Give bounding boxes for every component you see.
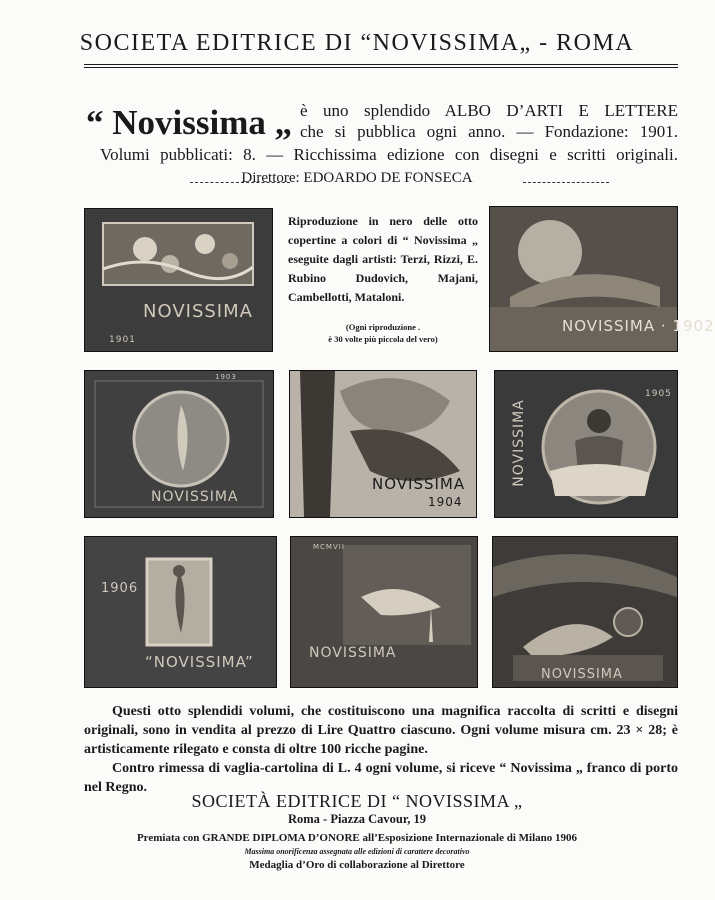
cover-1903-label: NOVISSIMA — [151, 489, 239, 505]
header-rule-2 — [84, 67, 678, 68]
cover-1907-art — [291, 537, 477, 687]
cover-1907-year: MCMVII — [313, 543, 345, 551]
cover-1906 — [84, 536, 277, 688]
cover-1904 — [289, 370, 477, 518]
cover-1907 — [290, 536, 478, 688]
cover-1903-year: 1903 — [215, 373, 237, 381]
body-paragraph-2: Contro rimessa di vaglia-cartolina di L. 4 ogni volume, si riceve “ Novissima „ franco di porto nel Regno. — [84, 761, 678, 795]
footer-award: Premiata con GRANDE DIPLOMA D’ONORE all’Esposizione Internazionale di Milano 1906 — [136, 832, 578, 844]
cover-1904-year: 1904 — [428, 495, 463, 509]
cover-1906-label: “NOVISSIMA” — [145, 653, 254, 671]
director-line: Direttore: EDOARDO DE FONSECA — [241, 170, 473, 186]
caption-note-line-2: è 30 volte più piccola del vero) — [328, 334, 438, 344]
intro-line-1: è uno splendido ALBO D’ARTI E LETTERE — [300, 101, 678, 120]
intro-block — [300, 100, 678, 142]
intro-line-2: che si pubblica ogni anno. — Fondazione: 1901. — [300, 122, 678, 141]
cover-1902-label: NOVISSIMA · 1902 — [562, 317, 715, 335]
cover-1901 — [84, 208, 273, 352]
header-rule — [84, 64, 678, 65]
cover-1908 — [492, 536, 678, 688]
footer-award-note: Massima onorificenza assegnata alle edizioni di carattere decorativo — [244, 847, 470, 856]
body-paragraph-1: Questi otto splendidi volumi, che costituiscono una magnifica raccolta di scritti e disegni originali, sono in vendita al prezzo di Lire Quattro ciascuno. Ogni volume misura cm. 23 × 28; è artisticamente rilegato e consta di oltre 100 ricche pagine. — [84, 704, 678, 757]
footer-address: Roma - Piazza Cavour, 19 — [287, 812, 427, 826]
body-text — [84, 702, 678, 797]
page-header-title: SOCIETA EDITRICE DI “NOVISSIMA„ - ROMA — [79, 30, 635, 56]
cover-1908-art — [493, 537, 677, 687]
director-dash-right — [523, 182, 609, 184]
caption-note-line-1: (Ogni riproduzione . — [345, 322, 421, 332]
cover-1907-label: NOVISSIMA — [309, 645, 397, 661]
cover-1908-label: NOVISSIMA — [541, 667, 623, 682]
covers-caption: Riproduzione in nero delle otto copertine a colori di “ Novissima „ eseguite dagli artisti: Terzi, Rizzi, E. Rubino Dudovich, Majani, Cambellotti, Mataloni. — [288, 214, 478, 304]
cover-1901-label: NOVISSIMA — [143, 301, 253, 322]
cover-1905-year: 1905 — [645, 389, 672, 399]
novissima-logo: “ Novissima „ — [86, 103, 293, 142]
caption-note — [288, 321, 478, 345]
footer-medal: Medaglia d’Oro di collaborazione al Direttore — [249, 859, 465, 871]
cover-1906-year: 1906 — [101, 581, 139, 596]
cover-1902 — [489, 206, 715, 352]
intro-line-3: Volumi pubblicati: 8. — Ricchissima edizione con disegni e scritti originali. — [100, 145, 678, 164]
cover-1903 — [84, 370, 274, 518]
cover-1905 — [494, 370, 678, 518]
cover-1904-label: NOVISSIMA — [372, 475, 466, 493]
footer-title: SOCIETÀ EDITRICE DI “ NOVISSIMA „ — [191, 791, 523, 811]
cover-1905-label: NOVISSIMA — [510, 399, 527, 487]
cover-1901-art — [85, 209, 272, 351]
cover-1901-year: 1901 — [109, 335, 136, 345]
